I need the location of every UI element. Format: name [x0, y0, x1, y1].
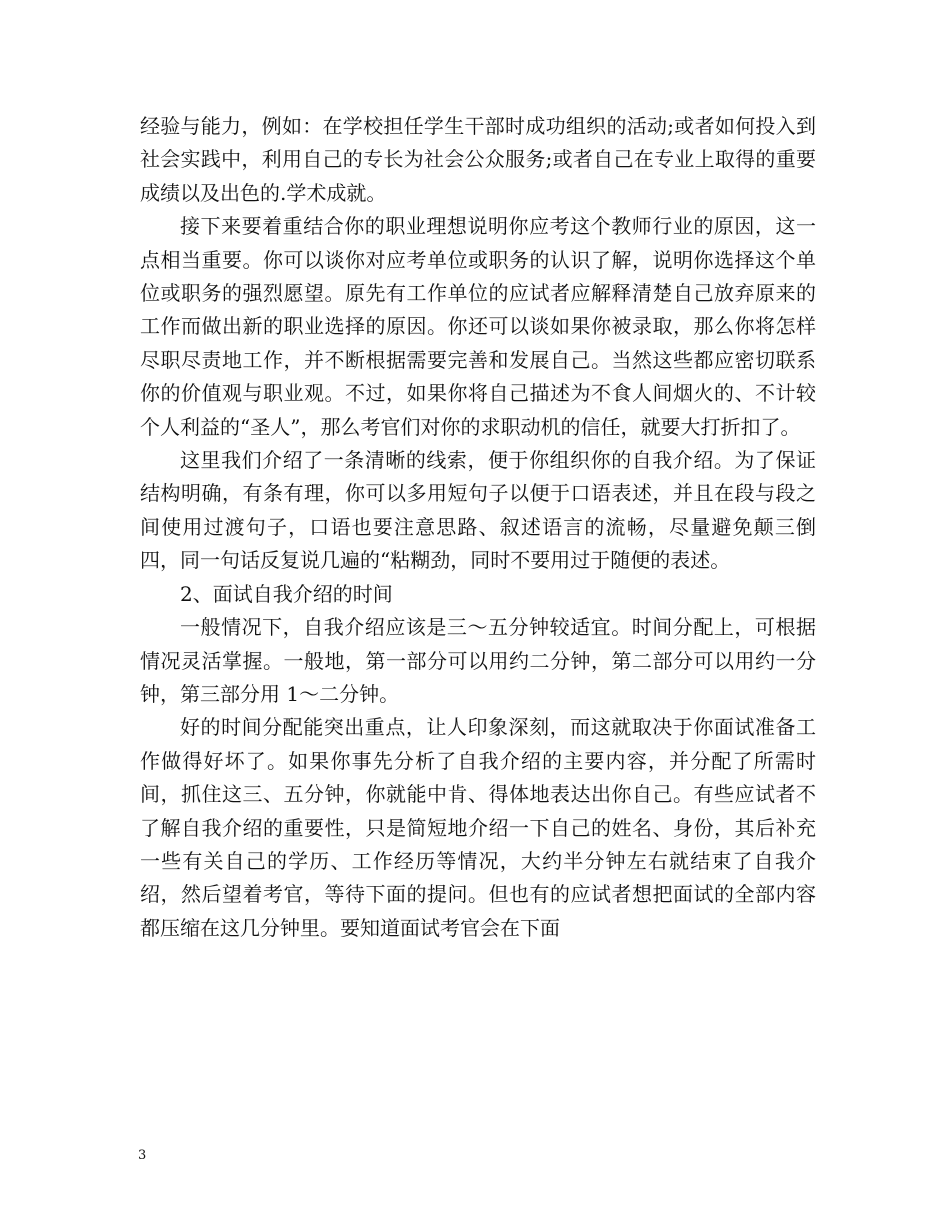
- section-heading: 2、面试自我介绍的时间: [180, 581, 393, 606]
- paragraph-time-allocation: 一般情况下，自我介绍应该是三～五分钟较适宜。时间分配上，可根据情况灵活掌握。一般地，第一部分可以用约二分钟，第二部分可以用约一分钟，第三部分用 1～二分钟。: [140, 615, 816, 706]
- paragraph-time-focus: 好的时间分配能突出重点，让人印象深刻，而这就取决于你面试准备工作做得好坏了。如果你事先分析了自我介绍的主要内容，并分配了所需时间，抓住这三、五分钟，你就能中肯、得体地表达出你自己。有些应试者不了解自我介绍的重要性，只是简短地介绍一下自己的姓名、身份，其后补充一些有关自己的学历、工作经历等情况，大约半分钟左右就结束了自我介绍，然后望着考官，等待下面的提问。但也有的应试者想把面试的全部内容都压缩在这几分钟里。要知道面试考官会在下面: [140, 715, 816, 940]
- paragraph-structure: 这里我们介绍了一条清晰的线索，便于你组织你的自我介绍。为了保证结构明确，有条有理，你可以多用短句子以便于口语表述，并且在段与段之间使用过渡句子，口语也要注意思路、叙述语言的流畅，尽量避免颠三倒四，同一句话反复说几遍的“粘糊劲，同时不要用过于随便的表述。: [140, 448, 816, 573]
- page-body: [140, 110, 816, 945]
- paragraph-motivation: 接下来要着重结合你的职业理想说明你应考这个教师行业的原因，这一点相当重要。你可以谈你对应考单位或职务的认识了解，说明你选择这个单位或职务的强烈愿望。原先有工作单位的应试者应解释清楚自己放弃原来的工作而做出新的职业选择的原因。你还可以谈如果你被录取，那么你将怎样尽职尽责地工作，并不断根据需要完善和发展自己。当然这些都应密切联系你的价值观与职业观。不过，如果你将自己描述为不食人间烟火的、不计较个人利益的“圣人”，那么考官们对你的求职动机的信任，就要大打折扣了。: [140, 214, 816, 439]
- page-number: 3: [138, 1148, 147, 1163]
- paragraph-continuation: 经验与能力，例如：在学校担任学生干部时成功组织的活动;或者如何投入到社会实践中，利用自己的专长为社会公众服务;或者自己在专业上取得的重要成绩以及出色的.学术成就。: [140, 114, 816, 205]
